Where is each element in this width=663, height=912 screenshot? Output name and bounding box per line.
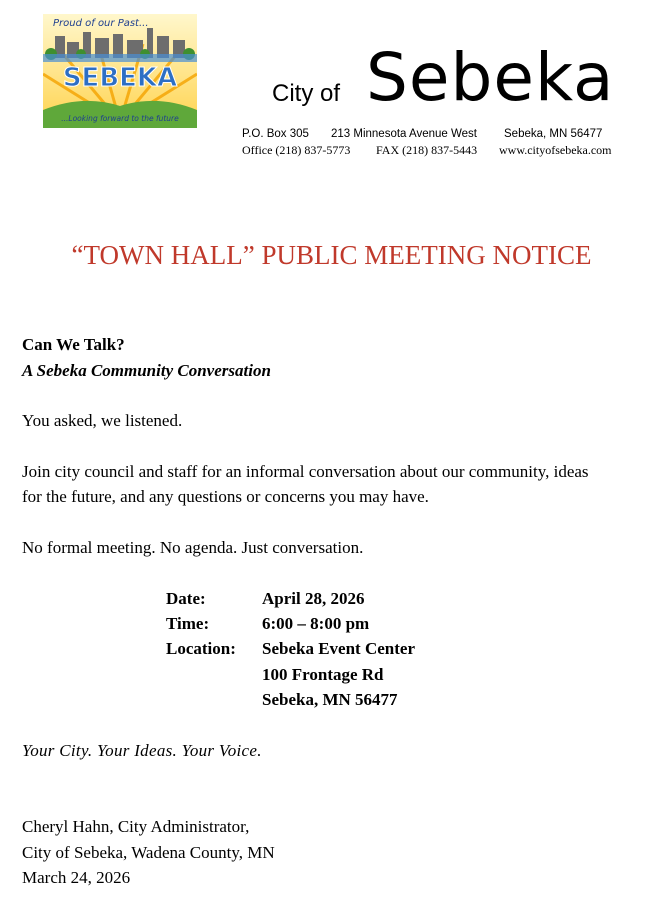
signature-date: March 24, 2026 — [22, 868, 131, 887]
letterhead-website: www.cityofsebeka.com — [499, 143, 612, 157]
letterhead-po-box: P.O. Box 305 — [242, 128, 309, 140]
letterhead-prefix: City of — [272, 80, 341, 107]
date-value: April 28, 2026 — [262, 589, 365, 608]
letterhead-city-name: Sebeka — [366, 39, 615, 116]
letterhead-city-state-zip: Sebeka, MN 56477 — [504, 128, 603, 140]
location-line-1: Sebeka Event Center — [262, 639, 415, 658]
logo-name: SEBEKA — [62, 63, 178, 93]
notice-title: “TOWN HALL” PUBLIC MEETING NOTICE — [71, 240, 592, 270]
letterhead-street: 213 Minnesota Avenue West — [331, 128, 477, 140]
slogan: Your City. Your Ideas. Your Voice. — [22, 741, 262, 760]
time-label: Time: — [166, 614, 210, 633]
location-line-3: Sebeka, MN 56477 — [262, 690, 398, 709]
paragraph-1: You asked, we listened. — [22, 411, 183, 430]
location-label: Location: — [166, 639, 236, 658]
letterhead-fax: FAX (218) 837-5443 — [376, 143, 478, 157]
city-logo — [43, 14, 197, 128]
paragraph-2-line-1: Join city council and staff for an informal conversation about our community, ideas — [22, 462, 589, 481]
location-line-2: 100 Frontage Rd — [262, 665, 384, 684]
notice-subheading: A Sebeka Community Conversation — [22, 361, 271, 380]
date-label: Date: — [166, 589, 206, 608]
letterhead-office-phone: Office (218) 837-5773 — [242, 143, 351, 157]
paragraph-3: No formal meeting. No agenda. Just conversation. — [22, 538, 364, 557]
logo-top-text: Proud of our Past... — [53, 18, 149, 29]
notice-heading: Can We Talk? — [22, 335, 125, 354]
time-value: 6:00 – 8:00 pm — [262, 614, 370, 633]
signature-line-2: City of Sebeka, Wadena County, MN — [22, 843, 275, 862]
signature-line-1: Cheryl Hahn, City Administrator, — [22, 817, 250, 836]
paragraph-2-line-2: for the future, and any questions or concerns you may have. — [22, 487, 429, 506]
logo-bottom-text: ...Looking forward to the future — [61, 114, 179, 123]
